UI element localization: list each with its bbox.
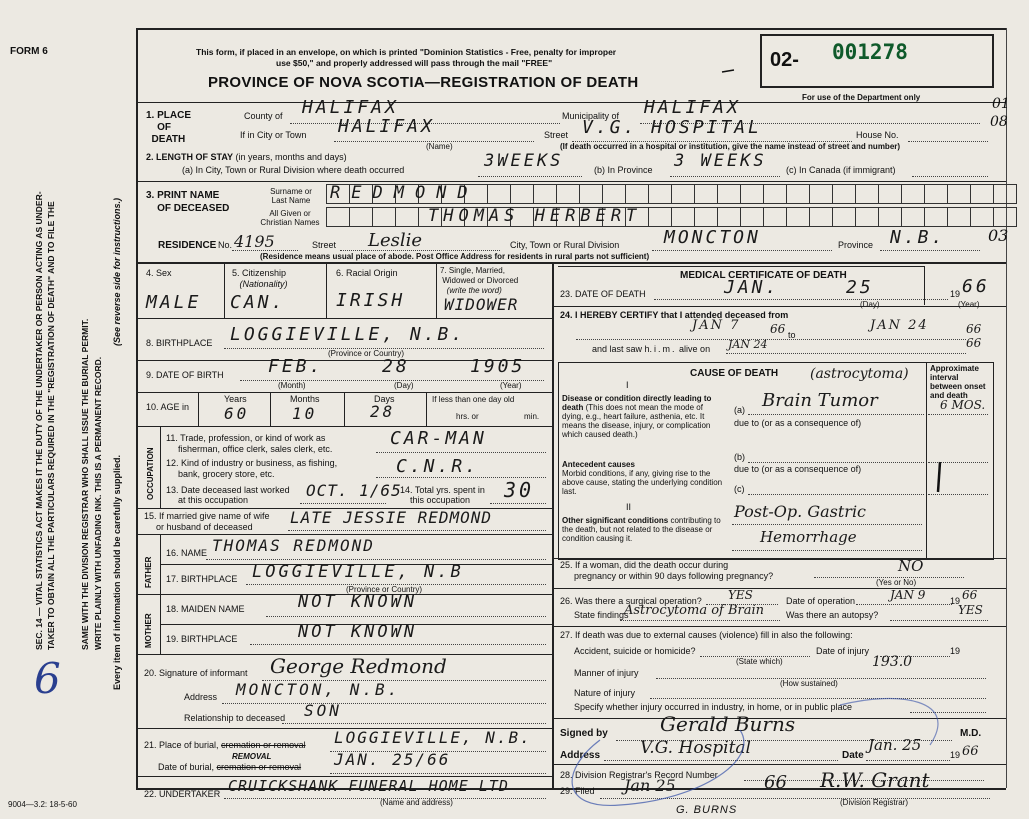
attend-to-date: JAN 24 xyxy=(870,318,929,333)
death-day-caption: (Day) xyxy=(860,300,880,309)
cause-a-note: (astrocytoma) xyxy=(810,366,909,382)
sign-date-value: Jan. 25 xyxy=(868,736,922,754)
given-names-label: All Given or Christian Names xyxy=(260,209,320,227)
house-label: House No. xyxy=(856,130,899,140)
pregnancy-label-1: 25. If a woman, did the death occur during xyxy=(560,560,729,570)
cause-title: CAUSE OF DEATH xyxy=(690,368,779,379)
undertaker-value: CRUICKSHANK FUNERAL HOME LTD xyxy=(228,777,509,795)
burial-place-label: 21. Place of burial, cremation or removal xyxy=(144,740,306,750)
cause-b-label: (b) xyxy=(734,452,745,462)
attend-from-year: 66 xyxy=(770,322,786,336)
municipality-value: HALIFAX xyxy=(644,97,741,118)
envelope-note-1: This form, if placed in an envelope, on which is printed "Dominion Statistics - Free, penalty for improper xyxy=(196,47,617,57)
street-label: Street xyxy=(544,130,569,140)
father-side-label: FATHER xyxy=(144,556,153,588)
min-label: min. xyxy=(524,412,540,421)
burial-date-label: Date of burial, cremation or removal xyxy=(158,762,302,772)
physician-stamp-name: G. BURNS xyxy=(676,804,738,816)
roman-2: II xyxy=(626,502,632,512)
death-year-prefix: 19 xyxy=(950,289,961,299)
death-year-value: 66 xyxy=(962,276,990,297)
filed-year-value: 66 xyxy=(764,772,787,793)
attend-to-label: to xyxy=(788,330,796,340)
age-label: 10. AGE in xyxy=(146,402,190,412)
registrar-signature: R.W. Grant xyxy=(820,768,930,792)
sex-label: 4. Sex xyxy=(146,268,172,278)
due-to-1: due to (or as a consequence of) xyxy=(734,418,862,428)
autopsy-value: YES xyxy=(958,603,983,617)
place-label: 1. PLACE OF DEATH xyxy=(146,110,192,145)
last-seen-year: 66 xyxy=(966,336,982,350)
street-value: V.G. HOSPITAL xyxy=(582,117,762,138)
immediate-cause-label: Disease or condition directly leading to death (This does not mean the mode of dying, e.g., heart failure, asthenia, etc. It means the disease, injury, or complication which caused death.) xyxy=(562,394,712,439)
pregnancy-answer: NO xyxy=(898,557,924,575)
citizenship-label: 5. Citizenship (Nationality) xyxy=(232,268,288,289)
autopsy-label: Was there an autopsy? xyxy=(786,610,879,620)
mother-birthplace-value: NOT KNOWN xyxy=(298,622,418,642)
injury-date-label: Date of injury xyxy=(816,646,870,656)
deceased-label: 3. PRINT NAME OF DECEASED xyxy=(146,190,230,214)
residence-no-value: 4195 xyxy=(234,232,275,251)
footer-code: 9004—3.2: 18-5-60 xyxy=(8,800,77,809)
last-saw-label: and last saw h.i.m. alive on xyxy=(592,344,711,354)
stay-province-label: (b) In Province xyxy=(594,165,653,175)
physician-address-value: V.G. Hospital xyxy=(640,738,751,758)
op-year-value: 66 xyxy=(962,588,978,602)
accident-label: Accident, suicide or homicide? xyxy=(574,646,696,656)
dob-day: 28 xyxy=(382,356,410,377)
margin-mark: 6 xyxy=(34,654,61,703)
burial-date-value: JAN. 25/66 xyxy=(334,750,451,769)
residence-street-label: Street xyxy=(312,240,337,250)
birthplace-value: LOGGIEVILLE, N.B. xyxy=(230,324,466,345)
death-day-value: 25 xyxy=(846,277,874,298)
approx-interval-label: Approximate interval between onset and death xyxy=(930,364,986,400)
birthplace-caption: (Province or Country) xyxy=(328,349,405,358)
dob-year-caption: (Year) xyxy=(500,381,522,390)
informant-signature-label: 20. Signature of informant xyxy=(144,668,248,678)
dept-code-3: 03 xyxy=(988,226,1009,245)
page-title: PROVINCE OF NOVA SCOTIA—REGISTRATION OF DEATH xyxy=(208,74,639,91)
sex-value: MALE xyxy=(146,292,202,313)
stay-canada-label: (c) In Canada (if immigrant) xyxy=(786,165,896,175)
age-years-label: Years xyxy=(224,394,247,404)
specify-label: Specify whether injury occurred in industry, in home, or in public place xyxy=(574,702,852,712)
age-years-value: 60 xyxy=(224,404,250,423)
total-years-value: 30 xyxy=(504,478,535,502)
age-days-label: Days xyxy=(374,394,395,404)
residence-no-label: No. xyxy=(218,240,233,250)
city-value: HALIFAX xyxy=(338,116,435,137)
external-causes-label: 27. If death was due to external causes (violence) fill in also the following: xyxy=(560,630,853,640)
registration-prefix: 02- xyxy=(770,49,799,71)
antecedent-label: Antecedent causes Morbid conditions, if any, giving rise to the above cause, stating the underlying condition last. xyxy=(562,460,723,496)
dob-month-caption: (Month) xyxy=(278,381,306,390)
registrar-caption: (Division Registrar) xyxy=(840,798,909,807)
findings-value: Astrocytoma of Brain xyxy=(624,603,765,618)
industry-value: C.N.R. xyxy=(396,456,480,477)
filed-label: 29. Filed xyxy=(560,786,595,796)
registrar-record-label: 28. Division Registrar's Record Number xyxy=(560,770,718,780)
hospital-note: (If death occurred in a hospital or institution, give the name instead of street and number) xyxy=(560,142,901,151)
citizenship-value: CAN. xyxy=(230,292,286,313)
dob-month: FEB. xyxy=(268,356,324,377)
surname-value: REDMOND xyxy=(330,183,479,203)
trade-value: CAR-MAN xyxy=(390,428,487,449)
op-year-prefix: 19 xyxy=(950,596,961,606)
marital-label: 7. Single, Married, Widowed or Divorced (write the word) xyxy=(440,266,519,295)
informant-relation-label: Relationship to deceased xyxy=(184,713,286,723)
how-sustained-caption: (How sustained) xyxy=(780,679,838,688)
injury-year-prefix: 19 xyxy=(950,646,961,656)
removal-word: REMOVAL xyxy=(232,752,272,761)
residence-note: (Residence means usual place of abode. Post Office Address for residents in rural parts not sufficient) xyxy=(260,252,650,261)
mother-maiden-label: 18. MAIDEN NAME xyxy=(166,604,245,614)
certify-label: 24. I HEREBY CERTIFY that I attended deceased from xyxy=(560,310,789,320)
envelope-note-2: use $50," and properly addressed will pass through the mail "FREE" xyxy=(276,58,553,68)
side-sec14-line2: TAKER TO OBTAIN ALL THE PARTICULARS REQUIRED IN THE "REGISTRATION OF DEATH" AND TO FILE THE xyxy=(46,201,56,650)
physician-signature: Gerald Burns xyxy=(660,712,796,736)
occupation-side-label: OCCUPATION xyxy=(146,447,155,500)
dept-code-2: 08 xyxy=(990,114,1008,130)
death-date-label: 23. DATE OF DEATH xyxy=(560,289,646,299)
racial-label: 6. Racial Origin xyxy=(336,268,398,278)
spouse-label-2: or husband of deceased xyxy=(156,522,253,532)
state-which-caption: (State which) xyxy=(736,657,783,666)
county-value: HALIFAX xyxy=(302,97,399,118)
surname-label: Surname or Last Name xyxy=(270,187,312,205)
physician-address-label: Address xyxy=(560,750,601,761)
stay-label: 2. LENGTH OF STAY (in years, months and days) xyxy=(146,152,347,162)
nature-label: Nature of injury xyxy=(574,688,636,698)
stay-province-value: 3 WEEKS xyxy=(674,151,767,171)
manner-value: 193.0 xyxy=(872,654,913,670)
cause-a-value: Brain Tumor xyxy=(762,390,878,411)
name-caption: (Name) xyxy=(426,142,453,151)
age-months-value: 10 xyxy=(292,404,318,423)
pregnancy-label-2: pregnancy or within 90 days following pregnancy? xyxy=(574,571,774,581)
last-seen-date: JAN 24 xyxy=(728,338,768,351)
stay-city-value: 3WEEKS xyxy=(484,151,564,171)
registration-number: 001278 xyxy=(832,40,908,64)
industry-label-1: 12. Kind of industry or business, as fishing, xyxy=(166,458,338,468)
sign-date-label: Date xyxy=(842,750,864,761)
informant-signature-value: George Redmond xyxy=(270,654,447,678)
dept-code-1: 01 xyxy=(992,96,1010,112)
last-worked-label-2: at this occupation xyxy=(178,495,249,505)
total-years-label-2: this occupation xyxy=(410,495,471,505)
informant-address-label: Address xyxy=(184,692,218,702)
stay-city-label: (a) In City, Town or Rural Division where death occurred xyxy=(182,165,405,175)
residence-city-label: City, Town or Rural Division xyxy=(510,240,620,250)
undertaker-label: 22. UNDERTAKER xyxy=(144,789,221,799)
county-label: County of xyxy=(244,111,283,121)
side-sec14-line3: SAME WITH THE DIVISION REGISTRAR WHO SHALL ISSUE THE BURIAL PERMIT. xyxy=(80,318,90,650)
roman-1: I xyxy=(626,380,629,390)
father-name-label: 16. NAME xyxy=(166,548,208,558)
burial-place-value: LOGGIEVILLE, N.B. xyxy=(334,728,532,747)
other-condition-1: Post-Op. Gastric xyxy=(734,502,867,521)
municipality-label: Municipality of xyxy=(562,111,620,121)
age-days-value: 28 xyxy=(370,402,396,421)
last-worked-value: OCT. 1/65 xyxy=(306,481,402,500)
informant-relation-value: SON xyxy=(304,701,342,720)
sign-year-prefix: 19 xyxy=(950,750,961,760)
residence-city-value: MONCTON xyxy=(664,227,761,248)
attend-to-year: 66 xyxy=(966,322,982,336)
dob-year: 1905 xyxy=(470,356,526,377)
spouse-value: LATE JESSIE REDMOND xyxy=(290,508,493,527)
father-name-value: THOMAS REDMOND xyxy=(212,536,375,555)
side-see-reverse: (See reverse side for instructions.) xyxy=(112,197,122,346)
residence-label: RESIDENCE xyxy=(158,240,217,251)
father-birthplace-value: LOGGIEVILLE, N.B xyxy=(252,562,464,582)
side-sec14-line1: SEC. 14 — VITAL STATISTICS ACT MAKES IT THE DUTY OF THE UNDERTAKER OR PERSON ACTING AS UNDER- xyxy=(34,191,44,650)
residence-street-value: Leslie xyxy=(368,230,423,251)
total-years-label-1: 14. Total yrs. spent in xyxy=(400,485,485,495)
city-label: If in City or Town xyxy=(240,130,307,140)
birthplace-label: 8. BIRTHPLACE xyxy=(146,338,213,348)
dob-day-caption: (Day) xyxy=(394,381,414,390)
other-conditions-label: Other significant conditions contributing to the death, but not related to the disease or condition causing it. xyxy=(562,516,721,543)
undertaker-caption: (Name and address) xyxy=(380,798,453,807)
other-condition-2: Hemorrhage xyxy=(760,528,857,546)
op-date-label: Date of operation xyxy=(786,596,856,606)
due-to-2: due to (or as a consequence of) xyxy=(734,464,862,474)
dob-label: 9. DATE OF BIRTH xyxy=(146,370,224,380)
death-year-caption: (Year) xyxy=(958,300,980,309)
surgery-label: 26. Was there a surgical operation? xyxy=(560,596,702,606)
side-sec14-line4: WRITE PLAINLY WITH UNFADING INK. THIS IS A PERMANENT RECORD. xyxy=(93,356,103,650)
op-date-value: JAN 9 xyxy=(890,588,926,602)
mother-side-label: MOTHER xyxy=(144,613,153,648)
cause-c-label: (c) xyxy=(734,484,745,494)
industry-label-2: bank, grocery store, etc. xyxy=(178,469,275,479)
yes-no-caption: (Yes or No) xyxy=(876,578,917,587)
hrs-label: hrs. or xyxy=(456,412,479,421)
md-label: M.D. xyxy=(960,728,982,739)
less-than-day-label: If less than one day old xyxy=(432,395,515,404)
findings-label: State findings xyxy=(574,610,629,620)
residence-province-label: Province xyxy=(838,240,874,250)
age-months-label: Months xyxy=(290,394,320,404)
given-names-value: THOMAS HERBERT xyxy=(428,206,642,226)
marital-value: WIDOWER xyxy=(444,295,519,314)
spouse-label-1: 15. If married give name of wife xyxy=(144,511,270,521)
racial-value: IRISH xyxy=(336,290,406,311)
registration-number-box xyxy=(760,34,994,88)
sign-year-value: 66 xyxy=(962,744,979,759)
attend-from-date: JAN 7 xyxy=(692,318,741,333)
informant-address-value: MONCTON, N.B. xyxy=(236,680,401,699)
father-birthplace-label: 17. BIRTHPLACE xyxy=(166,574,238,584)
father-country-caption: (Province or Country) xyxy=(346,585,423,594)
manner-label: Manner of injury xyxy=(574,668,639,678)
form-number: FORM 6 xyxy=(10,46,48,57)
residence-province-value: N.B. xyxy=(890,227,946,248)
filed-date-value: Jan 25 xyxy=(624,776,676,795)
surgery-answer: YES xyxy=(728,588,753,602)
last-worked-label-1: 13. Date deceased last worked xyxy=(166,485,290,495)
interval-a-value: 6 MOS. xyxy=(940,398,986,412)
cause-a-label: (a) xyxy=(734,405,745,415)
signed-by-label: Signed by xyxy=(560,728,608,739)
mother-maiden-value: NOT KNOWN xyxy=(298,592,418,612)
trade-label-1: 11. Trade, profession, or kind of work as xyxy=(166,433,326,443)
death-month-value: JAN. xyxy=(724,277,780,298)
medical-title: MEDICAL CERTIFICATE OF DEATH xyxy=(680,270,847,281)
trade-label-2: fisherman, office clerk, sales clerk, etc. xyxy=(178,444,333,454)
side-every-item: Every item of information should be carefully supplied. xyxy=(112,454,122,690)
dept-use-note: For use of the Department only xyxy=(802,93,921,102)
mother-birthplace-label: 19. BIRTHPLACE xyxy=(166,634,238,644)
